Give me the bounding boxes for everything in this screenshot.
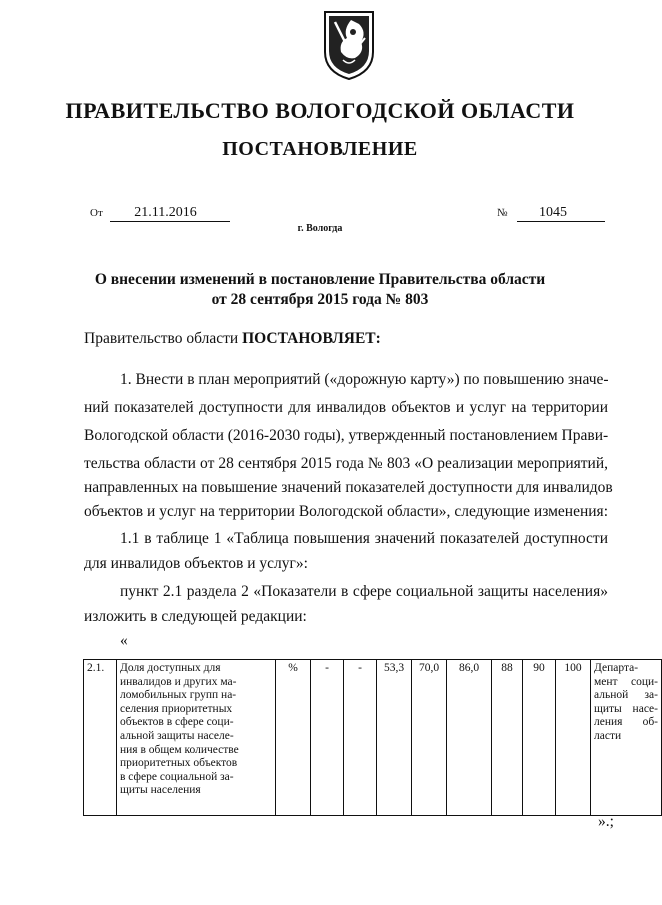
paragraph-1-line: направленных на повышение значений показателей доступности для инвалидов [84, 479, 613, 496]
paragraph-1-line: Вологодской области (2016-2030 годы), утвержденный постановлением Прави- [84, 427, 609, 444]
closing-quote: ».; [598, 813, 614, 830]
date-line [90, 205, 230, 222]
date-label: От [90, 207, 103, 219]
government-title: ПРАВИТЕЛЬСТВО ВОЛОГОДСКОЙ ОБЛАСТИ [65, 98, 575, 123]
opening-quote: « [120, 632, 128, 649]
paragraph-3-line: изложить в следующей редакции: [84, 608, 307, 625]
value-cell: 70,0 [412, 660, 447, 816]
value-cell: 100 [556, 660, 591, 816]
document-number: 1045 [517, 205, 605, 222]
paragraph-2-line: 1.1 в таблице 1 «Таблица повышения значений показателей доступности [120, 530, 608, 547]
document-subject [60, 270, 580, 310]
paragraph-2-line: для инвалидов объектов и услуг»: [84, 555, 308, 572]
document-date: 21.11.2016 [110, 205, 230, 222]
responsible-department [591, 660, 662, 816]
value-cell: - [344, 660, 377, 816]
responsible-line: мент соци- [594, 675, 658, 688]
row-number: 2.1. [84, 660, 117, 816]
table-row [84, 660, 662, 816]
responsible-line: ления об- [594, 716, 658, 729]
responsible-line: щиты насе- [594, 702, 658, 715]
responsible-line: ласти [594, 729, 622, 742]
number-label: № [497, 207, 508, 219]
document-type: ПОСТАНОВЛЕНИЕ [222, 138, 418, 160]
city: г. Вологда [297, 223, 343, 234]
indicator-name-line: Доля доступных для [120, 662, 221, 674]
responsible-line: Департа- [594, 662, 639, 674]
preamble-text: Правительство области [84, 330, 243, 347]
value-cell: 86,0 [447, 660, 492, 816]
unit-cell: % [276, 660, 311, 816]
value-cell: 53,3 [377, 660, 412, 816]
subject-line-1: О внесении изменений в постановление Правительства области [94, 271, 546, 288]
number-line [497, 205, 605, 222]
paragraph-1-line: объектов и услуг на территории Вологодской области», следующие изменения: [84, 503, 608, 520]
paragraph-1-line: 1. Внести в план мероприятий («дорожную карту») по повышению значе- [120, 371, 609, 388]
preamble-resolves: ПОСТАНОВЛЯЕТ: [242, 330, 381, 347]
vologda-coat-of-arms-icon [321, 8, 377, 82]
indicator-name-line: объектов в сфере соци- [120, 716, 234, 729]
indicator-name-line: в сфере социальной за- [120, 770, 234, 783]
paragraph-1-line: тельства области от 28 сентября 2015 года № 803 «О реализации мероприятий, [84, 455, 608, 472]
indicator-name-line: приоритетных объектов [120, 757, 238, 770]
indicator-name-line: щиты населения [120, 784, 201, 797]
paragraph-1-line: ний показателей доступности для инвалидов объектов и услуг на территории [84, 399, 608, 416]
responsible-line: альной за- [594, 689, 658, 702]
value-cell: - [311, 660, 344, 816]
indicators-table [83, 659, 662, 816]
indicator-name-line: ломобильных групп на- [120, 689, 237, 702]
subject-line-2: от 28 сентября 2015 года № 803 [211, 291, 429, 308]
indicator-name-line: инвалидов и других ма- [120, 675, 237, 688]
indicator-name-line: селения приоритетных [120, 702, 233, 715]
indicator-name-line: ния в общем количестве [120, 743, 239, 756]
paragraph-3-line: пункт 2.1 раздела 2 «Показатели в сфере социальной защиты населения» [120, 583, 608, 600]
preamble [84, 328, 381, 350]
indicator-name-line: альной защиты населе- [120, 729, 234, 742]
indicator-name [117, 660, 276, 816]
value-cell: 88 [492, 660, 523, 816]
value-cell: 90 [523, 660, 556, 816]
